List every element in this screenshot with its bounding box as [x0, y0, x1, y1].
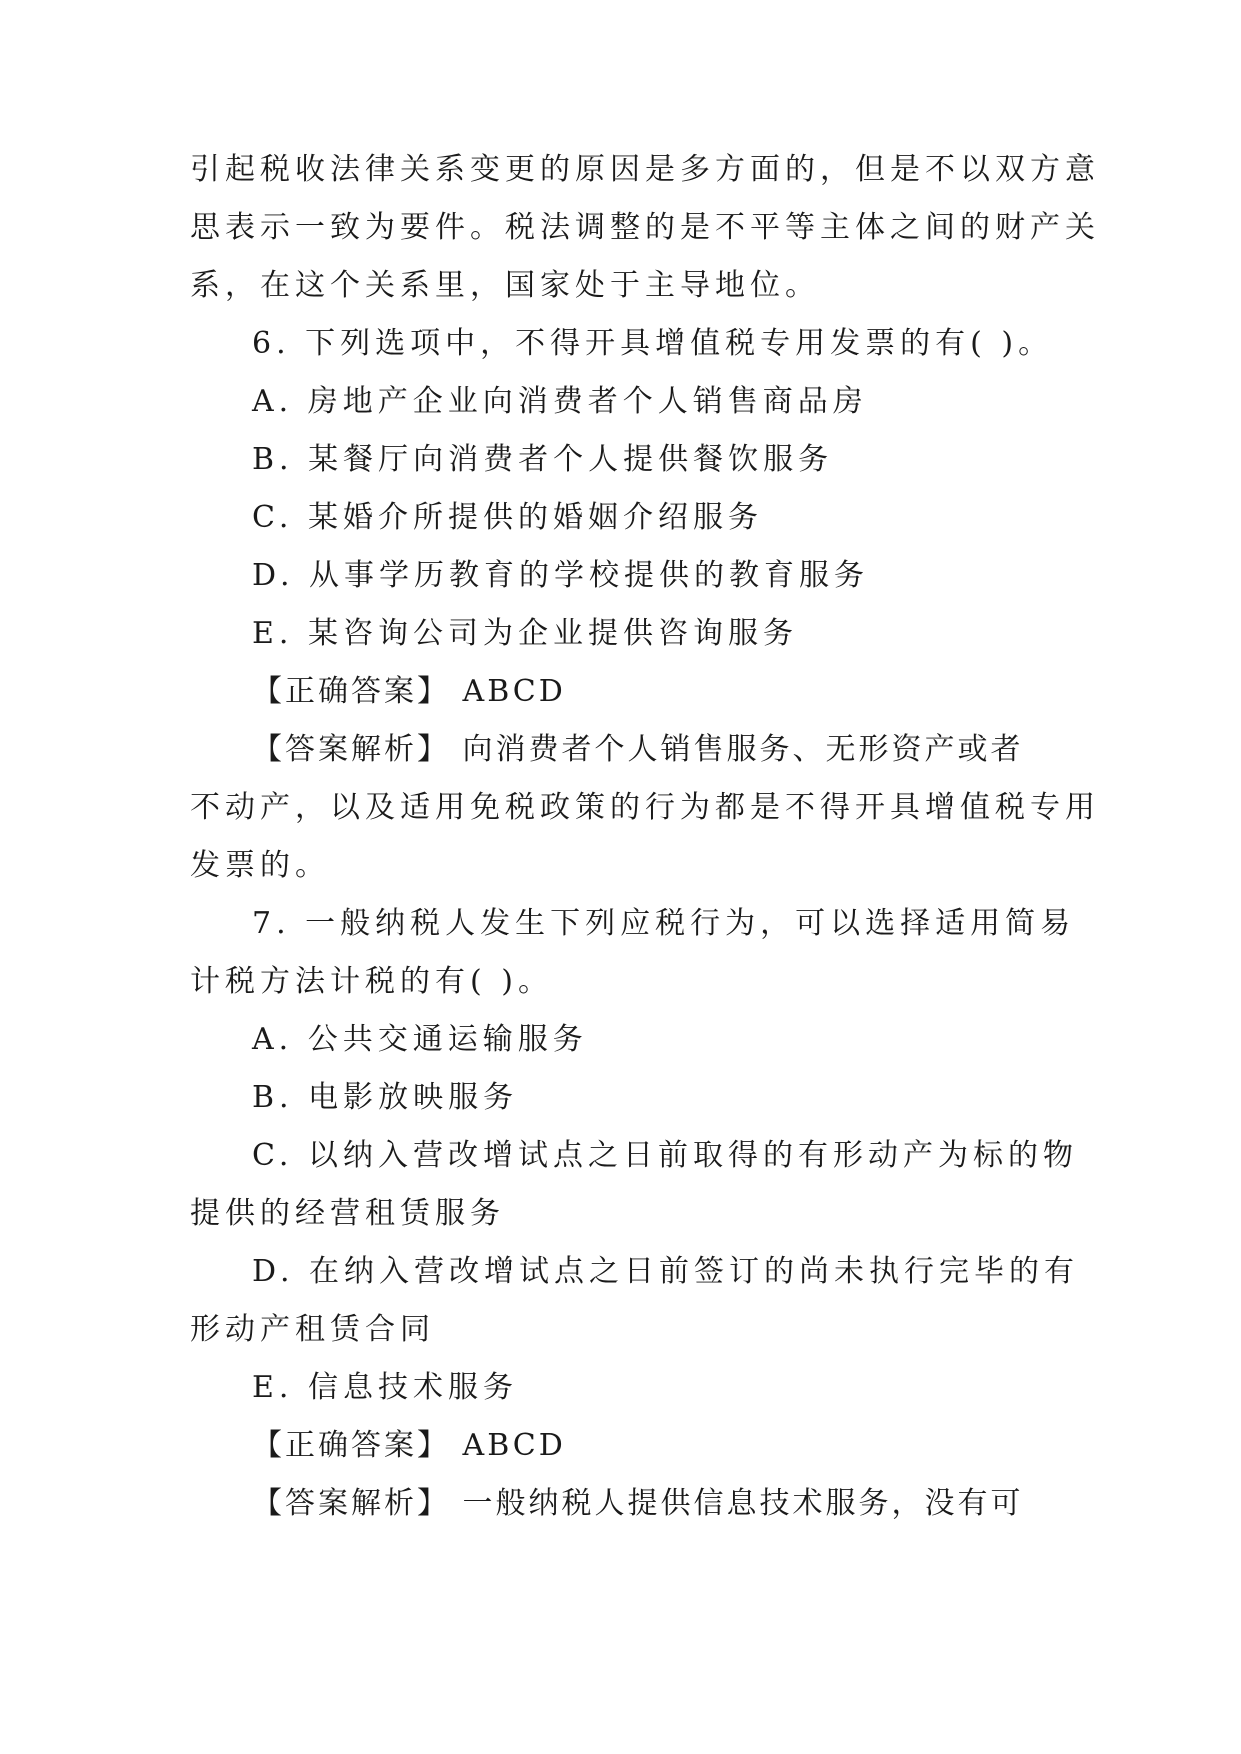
paragraph-line: 计税方法计税的有( )。	[190, 964, 553, 999]
paragraph-line: 提供的经营租赁服务	[190, 1196, 505, 1231]
question-7-option-d: D. 在纳入营改增试点之日前签订的尚未执行完毕的有	[252, 1254, 1080, 1289]
question-7-option-b: B. 电影放映服务	[252, 1080, 519, 1115]
question-6-option-d: D. 从事学历教育的学校提供的教育服务	[252, 558, 870, 593]
question-7-option-a: A. 公共交通运输服务	[252, 1022, 588, 1057]
question-7-option-c: C. 以纳入营改增试点之日前取得的有形动产为标的物	[252, 1138, 1078, 1173]
question-6-explanation: 【答案解析】 向消费者个人销售服务、无形资产或者	[252, 732, 1024, 767]
question-6-answer: 【正确答案】 ABCD	[252, 674, 566, 709]
question-6-option-e: E. 某咨询公司为企业提供咨询服务	[252, 616, 798, 651]
question-6-option-b: B. 某餐厅向消费者个人提供餐饮服务	[252, 442, 834, 477]
question-6-option-a: A. 房地产企业向消费者个人销售商品房	[252, 384, 868, 419]
question-6-title: 6. 下列选项中，不得开具增值税专用发票的有( )。	[252, 326, 1054, 361]
paragraph-line: 不动产，以及适用免税政策的行为都是不得开具增值税专用	[190, 790, 1100, 825]
paragraph-line: 引起税收法律关系变更的原因是多方面的，但是不以双方意	[190, 152, 1100, 187]
paragraph-line: 形动产租赁合同	[190, 1312, 435, 1347]
paragraph-line: 系，在这个关系里，国家处于主导地位。	[190, 268, 820, 303]
paragraph-line: 思表示一致为要件。税法调整的是不平等主体之间的财产关	[190, 210, 1100, 245]
question-7-title: 7. 一般纳税人发生下列应税行为，可以选择适用简易	[252, 906, 1076, 941]
question-7-answer: 【正确答案】 ABCD	[252, 1428, 566, 1463]
question-7-option-e: E. 信息技术服务	[252, 1370, 518, 1405]
paragraph-line: 发票的。	[190, 848, 330, 883]
question-6-option-c: C. 某婚介所提供的婚姻介绍服务	[252, 500, 763, 535]
question-7-explanation: 【答案解析】 一般纳税人提供信息技术服务，没有可	[252, 1486, 1024, 1521]
